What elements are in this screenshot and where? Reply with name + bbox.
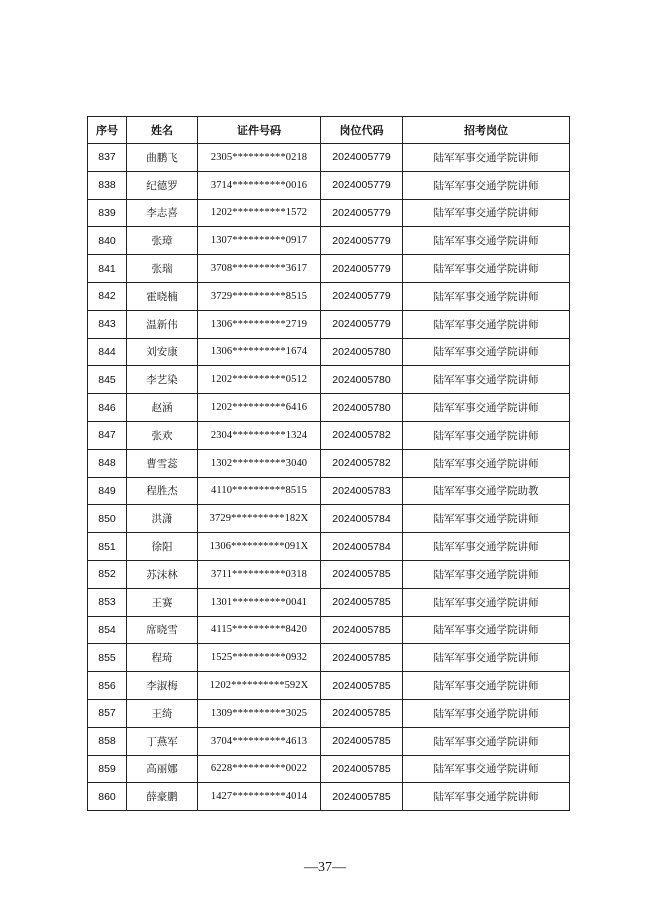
- page-number: —37—: [304, 860, 346, 875]
- cell-seq: 839: [88, 199, 127, 227]
- cell-name: 刘安康: [127, 338, 198, 366]
- cell-post-code: 2024005780: [321, 394, 403, 422]
- table-row: [88, 282, 570, 310]
- cell-name: 霍晓楠: [127, 282, 198, 310]
- cell-position: 陆军军事交通学院讲师: [403, 366, 570, 394]
- cell-position: 陆军军事交通学院助教: [403, 477, 570, 505]
- cell-id-number: 1302**********3040: [198, 449, 321, 477]
- cell-name: 徐阳: [127, 533, 198, 561]
- cell-id-number: 2305**********0218: [198, 144, 321, 172]
- table-row: [88, 199, 570, 227]
- cell-seq: 840: [88, 227, 127, 255]
- table-row: [88, 477, 570, 505]
- table-body: [88, 144, 570, 811]
- table-row: [88, 783, 570, 811]
- table-row: [88, 144, 570, 172]
- table-row: [88, 616, 570, 644]
- table-row: [88, 533, 570, 561]
- cell-name: 张璋: [127, 227, 198, 255]
- cell-id-number: 1202**********1572: [198, 199, 321, 227]
- cell-post-code: 2024005785: [321, 560, 403, 588]
- cell-seq: 856: [88, 672, 127, 700]
- header-id-number: 证件号码: [198, 117, 321, 144]
- cell-name: 丁燕军: [127, 727, 198, 755]
- cell-post-code: 2024005783: [321, 477, 403, 505]
- header-post-code: 岗位代码: [321, 117, 403, 144]
- table-row: [88, 171, 570, 199]
- cell-seq: 838: [88, 171, 127, 199]
- header-position: 招考岗位: [403, 117, 570, 144]
- cell-seq: 848: [88, 449, 127, 477]
- cell-id-number: 1202**********0512: [198, 366, 321, 394]
- cell-seq: 851: [88, 533, 127, 561]
- table-row: [88, 227, 570, 255]
- cell-id-number: 1301**********0041: [198, 588, 321, 616]
- cell-position: 陆军军事交通学院讲师: [403, 644, 570, 672]
- cell-seq: 857: [88, 699, 127, 727]
- cell-name: 王绮: [127, 699, 198, 727]
- cell-seq: 852: [88, 560, 127, 588]
- table-row: [88, 505, 570, 533]
- header-name: 姓名: [127, 117, 198, 144]
- cell-seq: 837: [88, 144, 127, 172]
- cell-post-code: 2024005779: [321, 227, 403, 255]
- cell-position: 陆军军事交通学院讲师: [403, 394, 570, 422]
- cell-name: 张瑞: [127, 255, 198, 283]
- cell-post-code: 2024005785: [321, 644, 403, 672]
- cell-id-number: 3714**********0016: [198, 171, 321, 199]
- cell-id-number: 6228**********0022: [198, 755, 321, 783]
- cell-position: 陆军军事交通学院讲师: [403, 282, 570, 310]
- cell-post-code: 2024005779: [321, 199, 403, 227]
- table-row: [88, 672, 570, 700]
- cell-seq: 846: [88, 394, 127, 422]
- cell-seq: 845: [88, 366, 127, 394]
- cell-position: 陆军军事交通学院讲师: [403, 533, 570, 561]
- cell-id-number: 1202**********592X: [198, 672, 321, 700]
- cell-name: 李志喜: [127, 199, 198, 227]
- cell-id-number: 2304**********1324: [198, 421, 321, 449]
- cell-name: 曹雪蕊: [127, 449, 198, 477]
- cell-seq: 854: [88, 616, 127, 644]
- cell-seq: 841: [88, 255, 127, 283]
- cell-id-number: 3704**********4613: [198, 727, 321, 755]
- cell-post-code: 2024005785: [321, 699, 403, 727]
- cell-position: 陆军军事交通学院讲师: [403, 699, 570, 727]
- cell-name: 薛豪鹏: [127, 783, 198, 811]
- cell-position: 陆军军事交通学院讲师: [403, 783, 570, 811]
- cell-id-number: 1525**********0932: [198, 644, 321, 672]
- cell-position: 陆军军事交通学院讲师: [403, 616, 570, 644]
- cell-position: 陆军军事交通学院讲师: [403, 199, 570, 227]
- cell-position: 陆军军事交通学院讲师: [403, 171, 570, 199]
- cell-name: 曲鹏飞: [127, 144, 198, 172]
- table-header-row: [88, 117, 570, 144]
- cell-name: 赵涵: [127, 394, 198, 422]
- cell-post-code: 2024005779: [321, 282, 403, 310]
- header-seq: 序号: [88, 117, 127, 144]
- cell-name: 苏沫林: [127, 560, 198, 588]
- cell-seq: 859: [88, 755, 127, 783]
- cell-post-code: 2024005785: [321, 727, 403, 755]
- cell-post-code: 2024005785: [321, 588, 403, 616]
- table-row: [88, 449, 570, 477]
- table-row: [88, 338, 570, 366]
- cell-name: 纪德罗: [127, 171, 198, 199]
- cell-post-code: 2024005782: [321, 421, 403, 449]
- cell-seq: 842: [88, 282, 127, 310]
- cell-position: 陆军军事交通学院讲师: [403, 672, 570, 700]
- cell-post-code: 2024005784: [321, 533, 403, 561]
- cell-post-code: 2024005779: [321, 255, 403, 283]
- cell-id-number: 1306**********091X: [198, 533, 321, 561]
- cell-name: 李艺染: [127, 366, 198, 394]
- cell-post-code: 2024005785: [321, 672, 403, 700]
- cell-id-number: 4110**********8515: [198, 477, 321, 505]
- cell-seq: 858: [88, 727, 127, 755]
- cell-position: 陆军军事交通学院讲师: [403, 227, 570, 255]
- cell-name: 席晓雪: [127, 616, 198, 644]
- cell-name: 李淑梅: [127, 672, 198, 700]
- cell-post-code: 2024005779: [321, 310, 403, 338]
- cell-position: 陆军军事交通学院讲师: [403, 338, 570, 366]
- table-row: [88, 255, 570, 283]
- table-row: [88, 310, 570, 338]
- cell-position: 陆军军事交通学院讲师: [403, 144, 570, 172]
- cell-position: 陆军军事交通学院讲师: [403, 310, 570, 338]
- cell-name: 洪潇: [127, 505, 198, 533]
- cell-name: 程琦: [127, 644, 198, 672]
- cell-name: 温新伟: [127, 310, 198, 338]
- table-row: [88, 699, 570, 727]
- cell-name: 程胜杰: [127, 477, 198, 505]
- table-row: [88, 366, 570, 394]
- cell-post-code: 2024005785: [321, 616, 403, 644]
- cell-position: 陆军军事交通学院讲师: [403, 421, 570, 449]
- cell-post-code: 2024005782: [321, 449, 403, 477]
- cell-position: 陆军军事交通学院讲师: [403, 255, 570, 283]
- cell-id-number: 3708**********3617: [198, 255, 321, 283]
- cell-id-number: 3729**********182X: [198, 505, 321, 533]
- table-row: [88, 394, 570, 422]
- table-row: [88, 560, 570, 588]
- cell-position: 陆军军事交通学院讲师: [403, 727, 570, 755]
- cell-id-number: 3711**********0318: [198, 560, 321, 588]
- cell-seq: 853: [88, 588, 127, 616]
- cell-position: 陆军军事交通学院讲师: [403, 449, 570, 477]
- cell-position: 陆军军事交通学院讲师: [403, 560, 570, 588]
- table-row: [88, 727, 570, 755]
- cell-seq: 860: [88, 783, 127, 811]
- cell-seq: 850: [88, 505, 127, 533]
- cell-name: 王赛: [127, 588, 198, 616]
- cell-seq: 843: [88, 310, 127, 338]
- cell-position: 陆军军事交通学院讲师: [403, 588, 570, 616]
- cell-post-code: 2024005779: [321, 171, 403, 199]
- cell-id-number: 1427**********4014: [198, 783, 321, 811]
- cell-post-code: 2024005779: [321, 144, 403, 172]
- cell-id-number: 3729**********8515: [198, 282, 321, 310]
- cell-seq: 847: [88, 421, 127, 449]
- cell-seq: 844: [88, 338, 127, 366]
- cell-id-number: 1309**********3025: [198, 699, 321, 727]
- cell-post-code: 2024005784: [321, 505, 403, 533]
- cell-id-number: 1306**********2719: [198, 310, 321, 338]
- cell-name: 高丽娜: [127, 755, 198, 783]
- cell-position: 陆军军事交通学院讲师: [403, 505, 570, 533]
- cell-post-code: 2024005785: [321, 783, 403, 811]
- candidate-table: [87, 116, 570, 811]
- cell-id-number: 1202**********6416: [198, 394, 321, 422]
- table-row: [88, 644, 570, 672]
- table-row: [88, 421, 570, 449]
- table-row: [88, 588, 570, 616]
- cell-name: 张欢: [127, 421, 198, 449]
- cell-id-number: 4115**********8420: [198, 616, 321, 644]
- cell-post-code: 2024005780: [321, 338, 403, 366]
- cell-post-code: 2024005785: [321, 755, 403, 783]
- cell-id-number: 1307**********0917: [198, 227, 321, 255]
- table-row: [88, 755, 570, 783]
- cell-post-code: 2024005780: [321, 366, 403, 394]
- cell-seq: 849: [88, 477, 127, 505]
- cell-seq: 855: [88, 644, 127, 672]
- cell-position: 陆军军事交通学院讲师: [403, 755, 570, 783]
- cell-id-number: 1306**********1674: [198, 338, 321, 366]
